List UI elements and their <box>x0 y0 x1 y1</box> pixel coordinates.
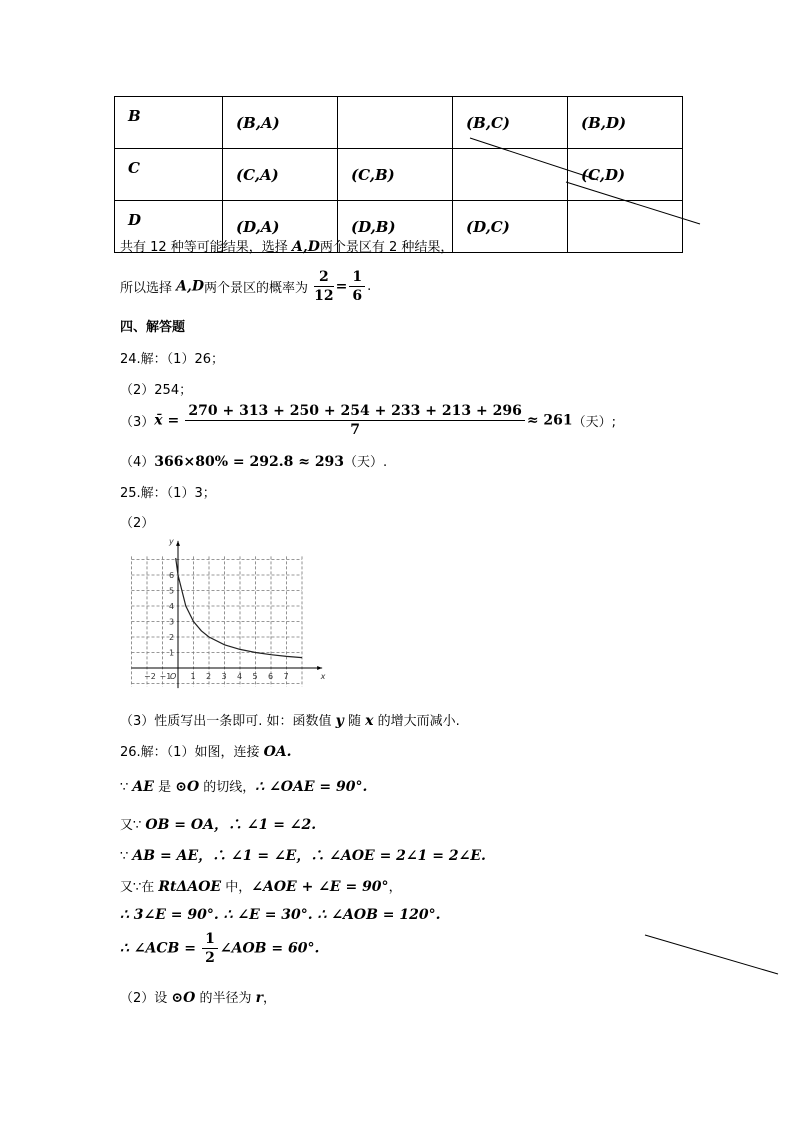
numerator: 270 + 313 + 250 + 254 + 233 + 213 + 296 <box>185 402 524 421</box>
x-tick-label: −2 <box>144 672 156 681</box>
var-y: y <box>335 713 344 729</box>
text: ∵ <box>120 780 133 795</box>
section-heading: 四、解答题 <box>120 320 186 335</box>
math: ⊙O <box>171 990 196 1006</box>
text: 所以选择 <box>120 281 177 296</box>
origin-label: O <box>170 672 177 681</box>
grid <box>132 556 303 686</box>
q26-line-1 <box>120 741 292 760</box>
text: 两个景区的概率为 <box>204 281 313 296</box>
math: AB = AE <box>132 848 199 864</box>
x-tick-label: 6 <box>268 672 274 681</box>
text: （天）; <box>572 415 617 430</box>
math: ∴ ∠OAE = 90°. <box>255 779 368 795</box>
text: （天）. <box>344 455 388 470</box>
y-tick-label: 4 <box>169 602 175 611</box>
y-tick-label: 5 <box>169 586 175 596</box>
table-cell: (B,C) <box>453 97 568 149</box>
result: ≈ 261 <box>526 412 573 429</box>
text: 的切线， <box>199 780 256 795</box>
table-cell: (C,A) <box>223 149 338 201</box>
numerator: 1 <box>349 268 365 287</box>
tick-labels <box>144 537 326 681</box>
q24-line-1: 24.解：（1）26； <box>120 352 224 367</box>
summary-line-1 <box>120 236 453 255</box>
table-cell: (B,D) <box>568 97 683 149</box>
q26-line-7 <box>120 930 319 967</box>
x-bar: x̄ = <box>154 412 180 429</box>
text: 26.解：（1）如图，连接 <box>120 745 264 760</box>
math: OB = OA <box>145 817 214 833</box>
fraction <box>185 402 524 439</box>
text: （3）性质写出一条即可. 如：函数值 <box>120 714 336 729</box>
math: RtΔAOE <box>158 879 222 895</box>
x-tick-label: 4 <box>237 672 243 681</box>
table-cell: (D,C) <box>453 201 568 253</box>
text: 又∵在 <box>120 880 159 895</box>
row-head: C <box>115 149 223 201</box>
q26-line-3 <box>120 814 316 834</box>
x-axis-label: x <box>320 672 326 681</box>
math: ∠AOB = 60°. <box>219 940 320 957</box>
q25-line-1: 25.解：（1）3； <box>120 486 216 501</box>
fraction <box>202 930 218 967</box>
x-tick-label: 7 <box>283 672 289 681</box>
row-head: B <box>115 97 223 149</box>
text: . <box>367 279 372 294</box>
q26-line-4 <box>120 845 486 865</box>
y-axis-label: y <box>169 537 174 546</box>
y-arrow <box>176 541 180 546</box>
table-cell: (D,A) <box>223 201 338 253</box>
math: AE <box>132 779 154 795</box>
function-graph <box>130 532 335 702</box>
text: （2）设 <box>120 991 172 1006</box>
math: ，∴ ∠1 = ∠2. <box>213 817 317 833</box>
text: 两个景区有 2 种结果， <box>319 240 454 255</box>
q24-line-2: （2）254； <box>120 383 193 398</box>
math: ∴ ∠ACB = <box>120 940 196 957</box>
fraction <box>314 268 333 305</box>
table-cell: (B,A) <box>223 97 338 149</box>
math: ，∴ ∠1 = ∠E <box>198 848 297 864</box>
text: （4） <box>120 455 155 470</box>
stray-line <box>645 935 778 974</box>
q24-line-4 <box>120 451 387 470</box>
x-tick-label: 5 <box>252 672 258 681</box>
text: 的增大而减小. <box>373 714 460 729</box>
q24-line-3 <box>120 402 616 439</box>
q25-line-2: （2） <box>120 516 155 531</box>
math-expr: 366×80% = 292.8 ≈ 293 <box>154 454 345 470</box>
x-tick-label: 2 <box>206 672 212 681</box>
x-tick-label: 3 <box>221 672 227 681</box>
text: 又∵ <box>120 818 146 833</box>
denominator: 2 <box>205 950 215 966</box>
text: 共有 12 种等可能结果，选择 <box>120 240 292 255</box>
table-cell: (C,D) <box>568 149 683 201</box>
text: ， <box>263 991 277 1006</box>
row-head: D <box>115 201 223 253</box>
y-tick-label: 3 <box>169 617 175 627</box>
y-tick-label: 6 <box>169 571 175 580</box>
math-ad: A,D <box>176 278 205 295</box>
var-x: x <box>365 713 374 729</box>
text: ∵ <box>120 849 133 864</box>
axes <box>132 541 323 688</box>
fraction <box>349 268 365 305</box>
text: 中， <box>221 880 252 895</box>
summary-line-2 <box>120 268 371 305</box>
x-tick-label: −1 <box>159 672 172 681</box>
equals: = <box>335 278 348 295</box>
math: ⊙O <box>175 779 200 795</box>
q25-line-3 <box>120 710 460 729</box>
numerator: 1 <box>202 930 218 949</box>
text: 是 <box>153 780 176 795</box>
math: OA. <box>263 744 292 760</box>
stray-line <box>470 138 598 180</box>
text: ， <box>388 880 402 895</box>
math: ∠AOE + ∠E = 90° <box>251 879 389 895</box>
series-line <box>176 558 302 658</box>
denominator: 12 <box>314 288 334 304</box>
x-arrow <box>317 666 322 670</box>
math-ad: A,D <box>291 239 320 255</box>
numerator: 2 <box>314 268 333 287</box>
text: 的半径为 <box>195 991 256 1006</box>
q26-line-8 <box>120 987 276 1006</box>
math: ，∴ ∠AOE = 2∠1 = 2∠E. <box>296 848 486 864</box>
table-cell: (D,B) <box>338 201 453 253</box>
q26-line-6 <box>120 907 441 923</box>
stray-line <box>566 182 700 224</box>
denominator: 7 <box>350 422 360 438</box>
x-tick-label: 1 <box>190 672 196 681</box>
y-tick-label: 1 <box>169 648 175 658</box>
text: 随 <box>343 714 366 729</box>
math: r <box>255 990 263 1006</box>
y-tick-label: 2 <box>169 633 175 642</box>
table-cell: (C,B) <box>338 149 453 201</box>
text: （3） <box>120 415 155 430</box>
q26-line-2 <box>120 776 367 795</box>
math: ∴ 3∠E = 90°. ∴ ∠E = 30°. ∴ ∠AOB = 120°. <box>120 907 441 923</box>
q26-line-5 <box>120 876 402 895</box>
denominator: 6 <box>352 288 363 304</box>
